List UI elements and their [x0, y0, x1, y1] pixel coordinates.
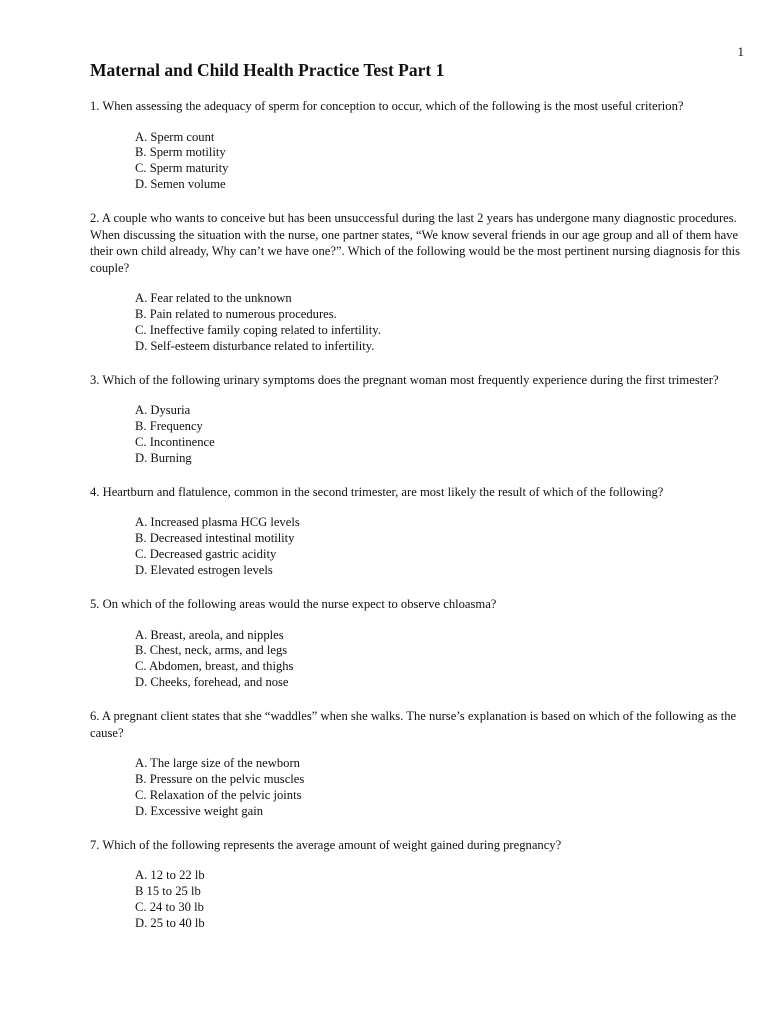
- question-text: 4. Heartburn and flatulence, common in the second trimester, are most likely the result of which of the following?: [90, 484, 664, 499]
- answer-option-d: D. Burning: [135, 450, 192, 465]
- question-3: [90, 372, 750, 467]
- question-6: [90, 708, 750, 820]
- answer-option-a: A. Increased plasma HCG levels: [135, 515, 300, 530]
- answer-option-c: C. Abdomen, breast, and thighs: [135, 659, 294, 674]
- question-7: [90, 837, 750, 932]
- answer-options: [90, 756, 750, 820]
- question-text: 2. A couple who wants to conceive but has been unsuccessful during the last 2 years has undergone many diagnostic procedures. When discussing the situation with the nurse, one partner states, “We know several friends in our age group and all of them have their own child already, Why can’t we have one?”. Which of the following would be the most pertinent nursing diagnosis for this couple?: [90, 211, 741, 275]
- answer-options: [90, 515, 750, 579]
- answer-options: [90, 628, 750, 692]
- answer-option-c: C. 24 to 30 lb: [135, 900, 204, 915]
- answer-option-c: C. Incontinence: [135, 435, 215, 450]
- question-2: [90, 210, 750, 355]
- question-4: [90, 484, 750, 579]
- answer-options: [90, 868, 750, 932]
- answer-option-a: A. 12 to 22 lb: [135, 868, 205, 883]
- answer-option-b: B. Decreased intestinal motility: [135, 531, 295, 546]
- question-text: 1. When assessing the adequacy of sperm for conception to occur, which of the following is the most useful criterion?: [90, 99, 684, 113]
- page-number: 1: [737, 44, 744, 59]
- question-text: 7. Which of the following represents the average amount of weight gained during pregnancy?: [90, 837, 562, 852]
- answer-option-b: B. Frequency: [135, 419, 203, 434]
- answer-option-a: A. Fear related to the unknown: [135, 291, 292, 306]
- question-text: 5. On which of the following areas would the nurse expect to observe chloasma?: [90, 597, 497, 611]
- answer-options: [90, 291, 750, 355]
- answer-option-a: A. Breast, areola, and nipples: [135, 627, 284, 642]
- answer-option-c: C. Sperm maturity: [135, 161, 229, 176]
- answer-option-d: D. Cheeks, forehead, and nose: [135, 675, 289, 690]
- answer-option-a: A. The large size of the newborn: [135, 756, 300, 771]
- answer-option-d: D. 25 to 40 lb: [135, 915, 205, 930]
- answer-option-d: D. Semen volume: [135, 177, 226, 192]
- answer-option-c: C. Ineffective family coping related to infertility.: [135, 322, 381, 337]
- answer-option-b: B. Pain related to numerous procedures.: [135, 307, 337, 322]
- page-title: Maternal and Child Health Practice Test Part 1: [90, 60, 445, 80]
- answer-option-b: B 15 to 25 lb: [135, 884, 201, 899]
- question-text: 6. A pregnant client states that she “waddles” when she walks. The nurse’s explanation is based on which of the following as the cause?: [90, 709, 737, 740]
- question-1: [90, 98, 750, 193]
- answer-options: [90, 130, 750, 194]
- answer-option-a: A. Dysuria: [135, 403, 191, 418]
- answer-options: [90, 403, 750, 467]
- answer-option-b: B. Sperm motility: [135, 145, 226, 160]
- answer-option-d: D. Self-esteem disturbance related to infertility.: [135, 338, 375, 353]
- answer-option-b: B. Chest, neck, arms, and legs: [135, 643, 288, 658]
- answer-option-c: C. Decreased gastric acidity: [135, 547, 277, 562]
- answer-option-d: D. Elevated estrogen levels: [135, 563, 273, 578]
- question-5: [90, 596, 750, 691]
- answer-option-d: D. Excessive weight gain: [135, 803, 264, 818]
- question-text: 3. Which of the following urinary symptoms does the pregnant woman most frequently experience during the first trimester?: [90, 372, 719, 387]
- answer-option-a: A. Sperm count: [135, 129, 215, 144]
- answer-option-c: C. Relaxation of the pelvic joints: [135, 787, 302, 802]
- answer-option-b: B. Pressure on the pelvic muscles: [135, 772, 305, 787]
- question-list: [90, 98, 750, 949]
